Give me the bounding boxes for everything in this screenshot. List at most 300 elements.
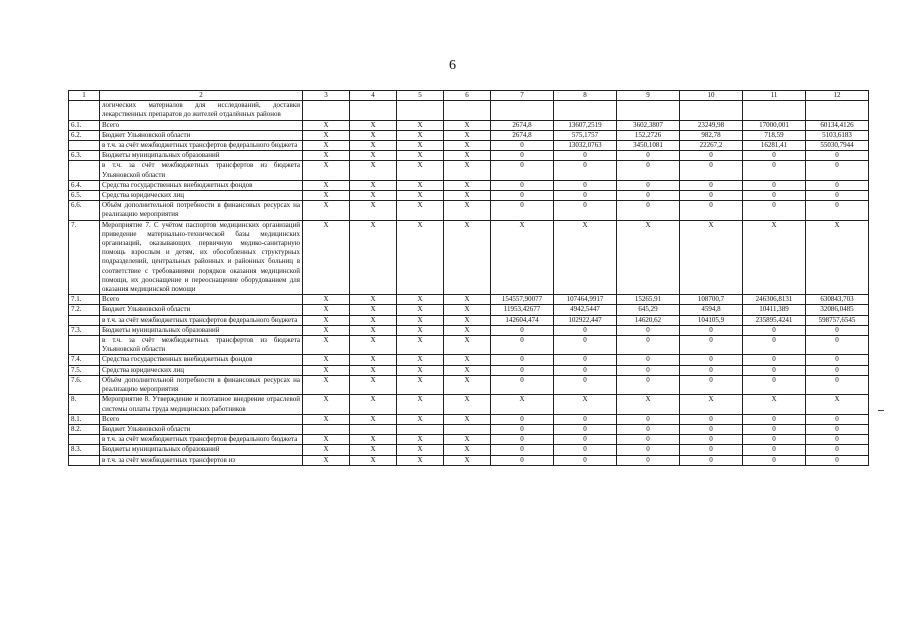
row-number — [69, 435, 100, 445]
value-cell: X — [397, 220, 444, 295]
value-cell: 5103,6183 — [806, 130, 869, 140]
value-cell: X — [350, 455, 397, 465]
value-cell: 11953,42677 — [491, 305, 554, 315]
value-cell: X — [350, 141, 397, 151]
value-cell: X — [303, 365, 350, 375]
value-cell: 0 — [743, 336, 806, 355]
value-cell: 0 — [491, 141, 554, 151]
value-cell: 598757,6545 — [806, 315, 869, 325]
row-description: в т.ч. за счёт межбюджетных трансфертов федерального бюджета — [100, 435, 303, 445]
value-cell: X — [444, 201, 491, 220]
value-cell: 0 — [806, 375, 869, 394]
value-cell: 0 — [617, 180, 680, 190]
value-cell: 0 — [806, 191, 869, 201]
table-row — [69, 295, 869, 305]
value-cell: 246306,8131 — [743, 295, 806, 305]
value-cell: 107464,9917 — [554, 295, 617, 305]
value-cell: 630843,703 — [806, 295, 869, 305]
column-header: 4 — [350, 91, 397, 101]
value-cell: X — [397, 414, 444, 424]
value-cell: 0 — [554, 161, 617, 180]
value-cell: X — [303, 375, 350, 394]
value-cell: X — [444, 365, 491, 375]
value-cell: 645,29 — [617, 305, 680, 315]
value-cell: X — [444, 395, 491, 414]
value-cell: 2674,8 — [491, 130, 554, 140]
value-cell: 0 — [680, 151, 743, 161]
value-cell: X — [743, 395, 806, 414]
value-cell: 0 — [617, 151, 680, 161]
column-header: 2 — [100, 91, 303, 101]
value-cell: 102922,447 — [554, 315, 617, 325]
value-cell: 108700,7 — [680, 295, 743, 305]
row-description: Средства юридических лиц — [100, 191, 303, 201]
value-cell: X — [303, 305, 350, 315]
value-cell: X — [444, 151, 491, 161]
value-cell: X — [617, 395, 680, 414]
value-cell: 0 — [554, 414, 617, 424]
value-cell: 0 — [806, 424, 869, 434]
row-number: 7.5. — [69, 365, 100, 375]
column-header: 5 — [397, 91, 444, 101]
value-cell: 0 — [617, 161, 680, 180]
value-cell: X — [303, 325, 350, 335]
value-cell — [303, 424, 350, 434]
value-cell: X — [303, 161, 350, 180]
value-cell: 0 — [743, 325, 806, 335]
value-cell: X — [350, 191, 397, 201]
value-cell: 0 — [680, 375, 743, 394]
value-cell: X — [350, 325, 397, 335]
value-cell: 982,78 — [680, 130, 743, 140]
value-cell: X — [397, 445, 444, 455]
value-cell: X — [350, 120, 397, 130]
value-cell: 0 — [491, 445, 554, 455]
value-cell: 0 — [743, 151, 806, 161]
row-number: 6.3. — [69, 151, 100, 161]
value-cell: 0 — [617, 201, 680, 220]
row-description: Средства юридических лиц — [100, 365, 303, 375]
value-cell: X — [743, 220, 806, 295]
value-cell — [444, 101, 491, 120]
row-number — [69, 315, 100, 325]
row-description: Бюджет Ульяновской области — [100, 130, 303, 140]
value-cell: X — [303, 191, 350, 201]
value-cell: X — [350, 130, 397, 140]
row-number: 6.4. — [69, 180, 100, 190]
row-number — [69, 161, 100, 180]
value-cell: X — [397, 315, 444, 325]
value-cell: 0 — [680, 435, 743, 445]
row-number: 6.1. — [69, 120, 100, 130]
value-cell: 16281,41 — [743, 141, 806, 151]
value-cell: 15265,91 — [617, 295, 680, 305]
table-row — [69, 414, 869, 424]
value-cell: 718,59 — [743, 130, 806, 140]
column-header: 12 — [806, 91, 869, 101]
value-cell: 0 — [743, 180, 806, 190]
value-cell: 0 — [554, 435, 617, 445]
value-cell: 55030,7944 — [806, 141, 869, 151]
table-body — [69, 101, 869, 466]
value-cell: 0 — [743, 375, 806, 394]
value-cell: 2674,8 — [491, 120, 554, 130]
value-cell: 0 — [806, 355, 869, 365]
value-cell: 0 — [806, 151, 869, 161]
value-cell: X — [397, 305, 444, 315]
value-cell: X — [350, 414, 397, 424]
value-cell: 0 — [617, 424, 680, 434]
value-cell: 0 — [491, 355, 554, 365]
value-cell: X — [444, 191, 491, 201]
table-row — [69, 375, 869, 394]
value-cell: 0 — [554, 424, 617, 434]
row-description: Мероприятие 7. С учётом паспортов медицинских организаций приведение материально-технической базы медицинских организаций, оказывающих первичную медико-санитарную помощь взрослым и детям, их обособленных структурных подразделений, центральных районных и районных больниц в соответствие с требованиями порядков оказания медицинской помощи, их дооснащение и переоснащение оборудованием для оказания медицинской помощи — [100, 220, 303, 295]
value-cell: 0 — [680, 325, 743, 335]
value-cell: 0 — [491, 151, 554, 161]
value-cell — [680, 101, 743, 120]
value-cell: 0 — [554, 180, 617, 190]
value-cell: X — [303, 151, 350, 161]
value-cell: 152,2726 — [617, 130, 680, 140]
value-cell: X — [303, 201, 350, 220]
row-number — [69, 141, 100, 151]
value-cell: 0 — [743, 414, 806, 424]
table-row — [69, 161, 869, 180]
row-description: в т.ч. за счёт межбюджетных трансфертов из бюджета Ульяновской области — [100, 161, 303, 180]
value-cell: 0 — [680, 424, 743, 434]
value-cell: 0 — [680, 201, 743, 220]
value-cell: 0 — [554, 365, 617, 375]
value-cell: X — [806, 395, 869, 414]
row-description: Всего — [100, 414, 303, 424]
row-number: 7.6. — [69, 375, 100, 394]
value-cell: 0 — [554, 201, 617, 220]
value-cell: X — [397, 336, 444, 355]
value-cell — [554, 101, 617, 120]
row-number — [69, 336, 100, 355]
value-cell — [491, 101, 554, 120]
value-cell: X — [491, 395, 554, 414]
value-cell: 0 — [554, 191, 617, 201]
value-cell: 0 — [491, 455, 554, 465]
value-cell: 154557,90077 — [491, 295, 554, 305]
row-number: 6.6. — [69, 201, 100, 220]
value-cell: X — [397, 435, 444, 445]
value-cell: X — [397, 141, 444, 151]
value-cell: X — [350, 336, 397, 355]
value-cell: X — [806, 220, 869, 295]
row-description: Бюджеты муниципальных образований — [100, 325, 303, 335]
row-description: Бюджет Ульяновской области — [100, 305, 303, 315]
value-cell: 0 — [617, 435, 680, 445]
value-cell: X — [350, 220, 397, 295]
value-cell: X — [444, 180, 491, 190]
value-cell: X — [350, 395, 397, 414]
value-cell: X — [397, 201, 444, 220]
value-cell: X — [350, 315, 397, 325]
value-cell: 3602,3807 — [617, 120, 680, 130]
row-number: 8.1. — [69, 414, 100, 424]
value-cell: 0 — [554, 375, 617, 394]
column-header: 10 — [680, 91, 743, 101]
value-cell: X — [444, 220, 491, 295]
value-cell: 4594,8 — [680, 305, 743, 315]
value-cell: X — [303, 295, 350, 305]
value-cell: 0 — [743, 191, 806, 201]
column-header: 1 — [69, 91, 100, 101]
column-header: 11 — [743, 91, 806, 101]
value-cell: 0 — [680, 355, 743, 365]
value-cell: 3450,1081 — [617, 141, 680, 151]
value-cell: X — [303, 141, 350, 151]
table-row — [69, 455, 869, 465]
value-cell: 0 — [491, 435, 554, 445]
value-cell — [806, 101, 869, 120]
value-cell: X — [444, 141, 491, 151]
row-description: Бюджеты муниципальных образований — [100, 445, 303, 455]
value-cell: X — [617, 220, 680, 295]
value-cell: X — [444, 325, 491, 335]
value-cell: X — [444, 120, 491, 130]
value-cell: X — [350, 305, 397, 315]
page-number: 6 — [449, 58, 456, 73]
value-cell: 17000,001 — [743, 120, 806, 130]
table-row — [69, 445, 869, 455]
row-number — [69, 455, 100, 465]
row-description: Средства государственных внебюджетных фондов — [100, 180, 303, 190]
value-cell: 13032,0763 — [554, 141, 617, 151]
value-cell — [444, 424, 491, 434]
value-cell: X — [303, 315, 350, 325]
value-cell: 0 — [680, 336, 743, 355]
value-cell: X — [303, 130, 350, 140]
value-cell: X — [303, 120, 350, 130]
value-cell — [397, 424, 444, 434]
value-cell: 0 — [806, 445, 869, 455]
value-cell: 4942,5447 — [554, 305, 617, 315]
value-cell: 0 — [491, 365, 554, 375]
column-header: 6 — [444, 91, 491, 101]
value-cell: X — [397, 355, 444, 365]
value-cell: X — [554, 220, 617, 295]
value-cell: 0 — [743, 445, 806, 455]
row-description: Бюджет Ульяновской области — [100, 424, 303, 434]
row-number — [69, 101, 100, 120]
row-number: 7. — [69, 220, 100, 295]
value-cell: 0 — [491, 161, 554, 180]
value-cell: 575,1757 — [554, 130, 617, 140]
value-cell: X — [303, 445, 350, 455]
value-cell: 0 — [680, 455, 743, 465]
value-cell: X — [303, 414, 350, 424]
value-cell: 0 — [617, 455, 680, 465]
value-cell: 0 — [806, 455, 869, 465]
value-cell: 0 — [743, 435, 806, 445]
row-number: 6.2. — [69, 130, 100, 140]
value-cell: 0 — [680, 161, 743, 180]
value-cell: X — [444, 455, 491, 465]
table-row — [69, 355, 869, 365]
value-cell: 0 — [554, 445, 617, 455]
row-description: Всего — [100, 120, 303, 130]
value-cell: X — [444, 375, 491, 394]
value-cell: 0 — [491, 180, 554, 190]
value-cell — [743, 101, 806, 120]
value-cell: X — [350, 151, 397, 161]
value-cell: 0 — [743, 355, 806, 365]
value-cell: X — [350, 180, 397, 190]
table-row — [69, 435, 869, 445]
value-cell: X — [397, 295, 444, 305]
table-row — [69, 180, 869, 190]
value-cell: X — [397, 395, 444, 414]
value-cell: 0 — [617, 375, 680, 394]
row-description: Мероприятие 8. Утверждение и поэтапное внедрение отраслевой системы оплаты труда медицинских работников — [100, 395, 303, 414]
value-cell: X — [350, 161, 397, 180]
row-description: Бюджеты муниципальных образований — [100, 151, 303, 161]
value-cell: X — [444, 435, 491, 445]
row-description: Средства государственных внебюджетных фондов — [100, 355, 303, 365]
value-cell: 13607,2519 — [554, 120, 617, 130]
value-cell: X — [397, 191, 444, 201]
value-cell: 0 — [617, 445, 680, 455]
table-row — [69, 191, 869, 201]
value-cell — [303, 101, 350, 120]
row-description: в т.ч. за счёт межбюджетных трансфертов федерального бюджета — [100, 315, 303, 325]
column-header: 9 — [617, 91, 680, 101]
value-cell: 0 — [617, 325, 680, 335]
value-cell: X — [303, 355, 350, 365]
value-cell: 0 — [806, 325, 869, 335]
value-cell: 0 — [554, 355, 617, 365]
value-cell: 14620,62 — [617, 315, 680, 325]
row-description: Всего — [100, 295, 303, 305]
value-cell: X — [444, 161, 491, 180]
table-row — [69, 424, 869, 434]
value-cell: 0 — [491, 201, 554, 220]
value-cell: 0 — [617, 191, 680, 201]
row-number: 8.2. — [69, 424, 100, 434]
value-cell: X — [554, 395, 617, 414]
value-cell: X — [680, 395, 743, 414]
value-cell: 0 — [743, 365, 806, 375]
value-cell: 0 — [680, 414, 743, 424]
value-cell — [617, 101, 680, 120]
value-cell: X — [303, 336, 350, 355]
row-number: 6.5. — [69, 191, 100, 201]
row-number: 7.1. — [69, 295, 100, 305]
value-cell: 0 — [806, 161, 869, 180]
table-row — [69, 101, 869, 120]
table-row — [69, 201, 869, 220]
value-cell: X — [444, 355, 491, 365]
row-description: логических материалов для исследований, доставки лекарственных препаратов до жителей отдалённых районов — [100, 101, 303, 120]
value-cell: 0 — [617, 355, 680, 365]
row-number: 7.4. — [69, 355, 100, 365]
value-cell: X — [397, 161, 444, 180]
value-cell: X — [491, 220, 554, 295]
value-cell: 0 — [554, 325, 617, 335]
table-row — [69, 305, 869, 315]
margin-mark — [878, 410, 884, 411]
table-row — [69, 220, 869, 295]
table-row — [69, 120, 869, 130]
value-cell: 142604,474 — [491, 315, 554, 325]
header-row — [69, 91, 869, 101]
row-description: Объём дополнительной потребности в финансовых ресурсах на реализацию мероприятия — [100, 375, 303, 394]
column-header: 3 — [303, 91, 350, 101]
row-number: 8.3. — [69, 445, 100, 455]
value-cell: X — [397, 375, 444, 394]
row-number: 7.2. — [69, 305, 100, 315]
value-cell: 0 — [491, 325, 554, 335]
value-cell — [350, 101, 397, 120]
value-cell: 0 — [806, 336, 869, 355]
value-cell: 104105,9 — [680, 315, 743, 325]
value-cell: X — [397, 130, 444, 140]
value-cell: 235895,4241 — [743, 315, 806, 325]
row-description: в т.ч. за счёт межбюджетных трансфертов из — [100, 455, 303, 465]
table-row — [69, 395, 869, 414]
column-header: 7 — [491, 91, 554, 101]
value-cell: X — [444, 445, 491, 455]
value-cell: X — [303, 455, 350, 465]
value-cell: 0 — [491, 414, 554, 424]
value-cell: 0 — [554, 151, 617, 161]
row-number: 7.3. — [69, 325, 100, 335]
value-cell: 0 — [554, 455, 617, 465]
value-cell: X — [444, 414, 491, 424]
value-cell: 23249,98 — [680, 120, 743, 130]
value-cell: X — [680, 220, 743, 295]
value-cell: 0 — [491, 191, 554, 201]
value-cell: 0 — [743, 201, 806, 220]
value-cell: X — [303, 220, 350, 295]
value-cell: X — [350, 365, 397, 375]
table-row — [69, 130, 869, 140]
value-cell: 0 — [806, 180, 869, 190]
table-row — [69, 141, 869, 151]
value-cell: X — [444, 295, 491, 305]
table-row — [69, 325, 869, 335]
value-cell: X — [397, 180, 444, 190]
row-description: Объём дополнительной потребности в финансовых ресурсах на реализацию мероприятия — [100, 201, 303, 220]
value-cell: 0 — [617, 365, 680, 375]
value-cell: 0 — [680, 180, 743, 190]
value-cell: 0 — [617, 414, 680, 424]
value-cell: 0 — [491, 375, 554, 394]
value-cell: X — [444, 305, 491, 315]
value-cell: 0 — [554, 336, 617, 355]
value-cell: 0 — [680, 445, 743, 455]
value-cell: 0 — [743, 161, 806, 180]
table-row — [69, 151, 869, 161]
value-cell: 0 — [806, 365, 869, 375]
value-cell: X — [350, 201, 397, 220]
value-cell: X — [444, 336, 491, 355]
value-cell: 0 — [680, 365, 743, 375]
value-cell: X — [350, 375, 397, 394]
value-cell: 0 — [680, 191, 743, 201]
value-cell: X — [397, 120, 444, 130]
row-number: 8. — [69, 395, 100, 414]
table-row — [69, 315, 869, 325]
value-cell: 32086,0485 — [806, 305, 869, 315]
value-cell: 0 — [491, 336, 554, 355]
budget-table — [68, 90, 869, 466]
value-cell: 22267,2 — [680, 141, 743, 151]
